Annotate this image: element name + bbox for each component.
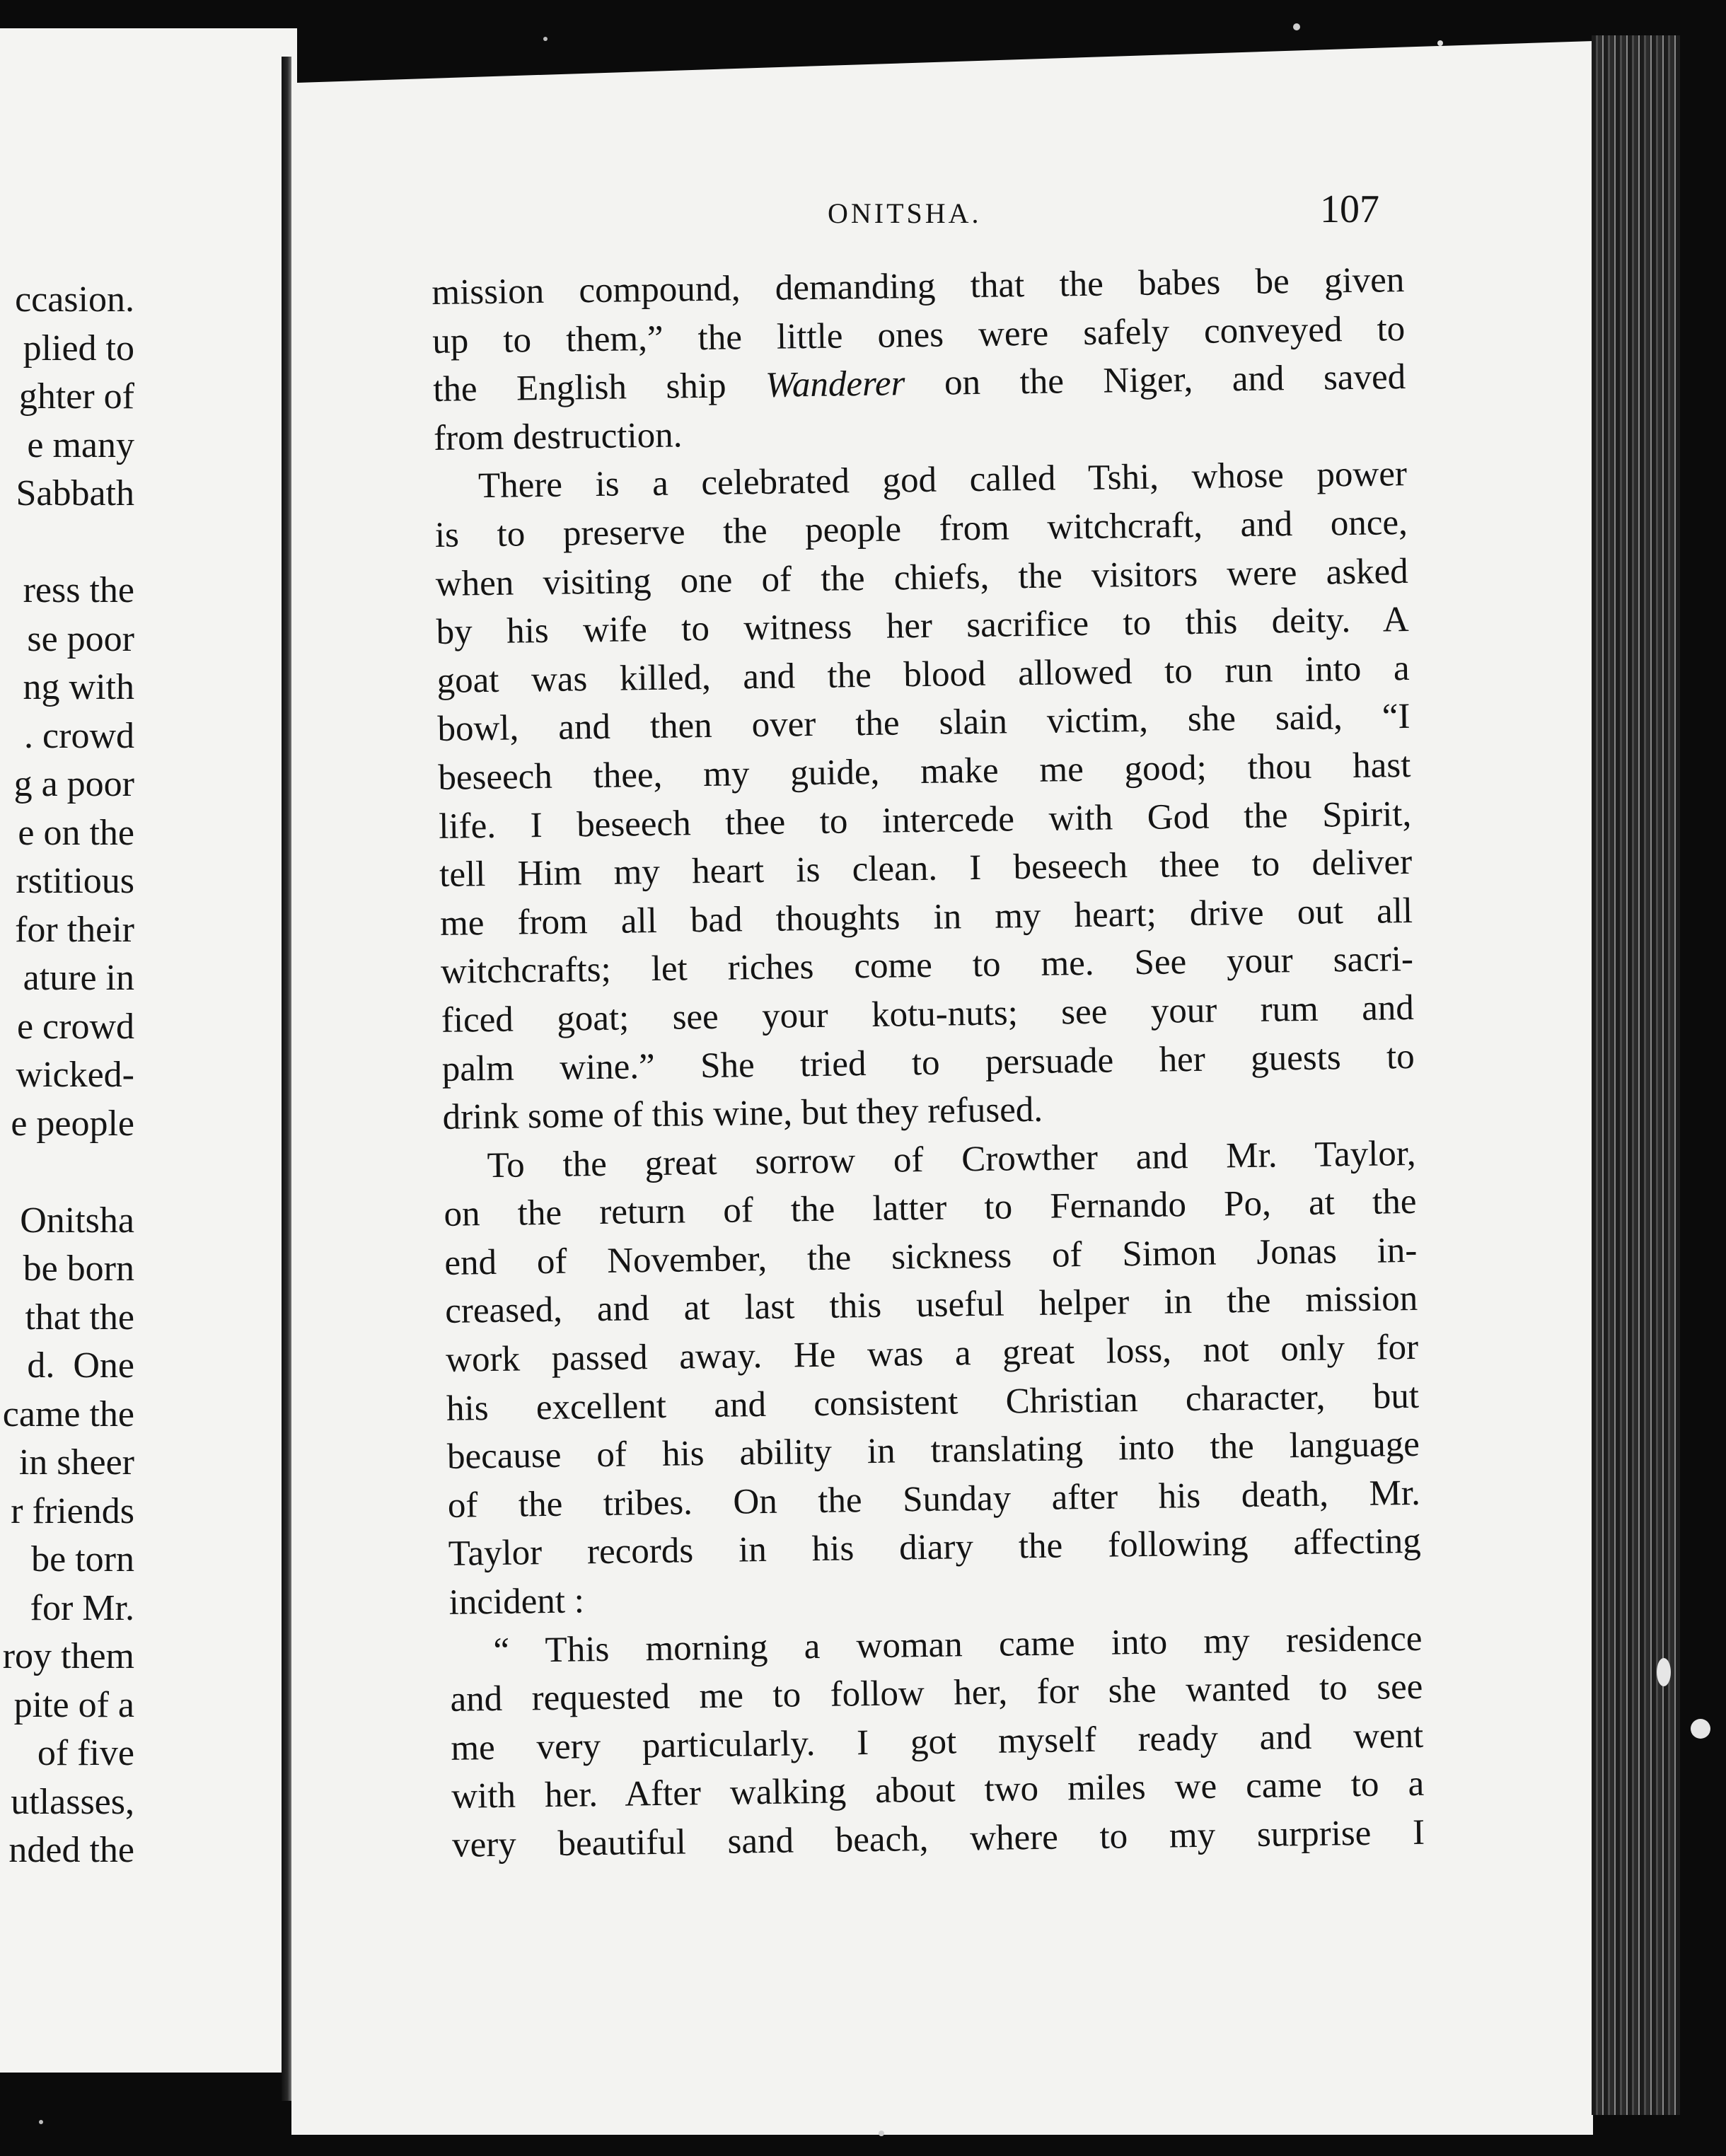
- left-page-line: for Mr.: [30, 1587, 134, 1628]
- left-page-line: in sheer: [18, 1442, 134, 1483]
- text-line: ficed goat; see your kotu-nuts; see your rum and: [441, 987, 1415, 1041]
- left-page-line: of five: [37, 1733, 134, 1773]
- left-page-line: rstitious: [16, 861, 134, 901]
- left-page-line: e people: [11, 1103, 134, 1144]
- ship-name: Wanderer: [765, 364, 905, 406]
- text-line: up to them,” the little ones were safely conveyed to: [432, 308, 1406, 361]
- text-line: me very particularly. I got myself ready and went: [451, 1715, 1424, 1768]
- left-page-line: ng with: [23, 667, 134, 707]
- page-header: [410, 187, 1379, 245]
- text-line: the English ship Wanderer on the Niger, and saved: [432, 357, 1406, 410]
- text-line: life. I beseech thee to intercede with God the Spirit,: [438, 794, 1412, 847]
- body-text: [432, 256, 1425, 1870]
- text-line: because of his ability in translating into the language: [446, 1425, 1420, 1478]
- text-line: Taylor records in his diary the following affecting: [448, 1522, 1422, 1575]
- left-page-line: be born: [23, 1248, 134, 1289]
- left-page-line: plied to: [23, 328, 134, 369]
- left-page-line: for their: [15, 909, 134, 950]
- text-line: witchcrafts; let riches come to me. See your sacri-: [440, 939, 1414, 992]
- speck: [1293, 23, 1300, 30]
- left-page-line: e on the: [18, 812, 134, 853]
- text-line: end of November, the sickness of Simon Jonas in-: [444, 1230, 1418, 1283]
- page-edges: [1592, 35, 1680, 2115]
- text-line: drink some of this wine, but they refused.: [442, 1089, 1043, 1137]
- text-line: work passed away. He was a great loss, not only for: [445, 1327, 1419, 1380]
- speck: [543, 37, 548, 41]
- speck: [1691, 1719, 1710, 1739]
- speck: [1437, 40, 1443, 46]
- text-line: mission compound, demanding that the babes be given: [432, 260, 1405, 313]
- left-page-line: pite of a: [13, 1684, 134, 1725]
- text-line: tell Him my heart is clean. I beseech thee to deliver: [439, 842, 1413, 896]
- left-page-line: roy them: [2, 1636, 134, 1676]
- left-page-line: ghter of: [18, 376, 134, 417]
- text-line: goat was killed, and the blood allowed to run into a: [436, 648, 1410, 701]
- text-line: To the great sorrow of Crowther and Mr. Taylor,: [487, 1133, 1416, 1186]
- text-line: beseech thee, my guide, make me good; thou hast: [438, 745, 1411, 798]
- left-page-line: Sabbath: [16, 473, 134, 514]
- left-page-line: r friends: [11, 1490, 134, 1531]
- left-page-line: wicked-: [16, 1055, 134, 1095]
- text-line: “ This morning a woman came into my residence: [493, 1618, 1423, 1671]
- running-head: ONITSHA.: [828, 197, 982, 229]
- text-line: when visiting one of the chiefs, the visitors were asked: [435, 551, 1409, 604]
- left-page-line: that the: [25, 1297, 134, 1338]
- page-number: 107: [1320, 187, 1379, 231]
- left-page-line: . crowd: [24, 715, 134, 756]
- text-line: and requested me to follow her, for she wanted to see: [450, 1667, 1423, 1720]
- left-page-line: ature in: [23, 958, 134, 998]
- left-page-text-fragments: [0, 276, 134, 1875]
- text-line: by his wife to witness her sacrifice to this deity. A: [436, 600, 1409, 653]
- text-line: incident :: [448, 1581, 585, 1623]
- speck: [39, 2120, 43, 2124]
- text-line: bowl, and then over the slain victim, she said, “I: [437, 697, 1411, 750]
- text-line: of the tribes. On the Sunday after his death, Mr.: [447, 1473, 1421, 1526]
- text-line: is to preserve the people from witchcraft, and once,: [434, 502, 1408, 555]
- left-page-line: d. One: [27, 1345, 134, 1386]
- text-line: creased, and at last this useful helper in the mission: [444, 1279, 1418, 1332]
- text-line: me from all bad thoughts in my heart; drive out all: [439, 891, 1413, 944]
- text-line: from destruction.: [433, 415, 683, 458]
- text-line: with her. After walking about two miles we came to a: [451, 1764, 1425, 1817]
- left-page-line: [0, 1148, 134, 1197]
- left-page-line: e many: [27, 424, 134, 465]
- text-line: very beautiful sand beach, where to my surprise I: [451, 1812, 1425, 1865]
- left-page-line: Onitsha: [20, 1200, 134, 1241]
- text-line: palm wine.” She tried to persuade her guests to: [441, 1036, 1415, 1089]
- left-page-line: be torn: [31, 1539, 134, 1580]
- left-page-line: ress the: [23, 570, 134, 610]
- left-page-line: [0, 518, 134, 567]
- left-page-line: e crowd: [16, 1006, 134, 1047]
- left-facing-page: [0, 28, 297, 2073]
- left-page-line: came the: [2, 1393, 134, 1435]
- text-line: There is a celebrated god called Tshi, whose power: [477, 454, 1408, 506]
- text-line: his excellent and consistent Christian character, but: [446, 1376, 1420, 1429]
- left-page-line: se poor: [27, 618, 134, 659]
- book-gutter: [282, 57, 291, 2101]
- text-line: on the return of the latter to Fernando Po, at the: [444, 1182, 1417, 1235]
- left-page-line: utlasses,: [11, 1781, 134, 1822]
- left-page-line: g a poor: [13, 764, 134, 804]
- left-page-line: ccasion.: [15, 279, 134, 320]
- left-page-line: nded the: [8, 1830, 134, 1870]
